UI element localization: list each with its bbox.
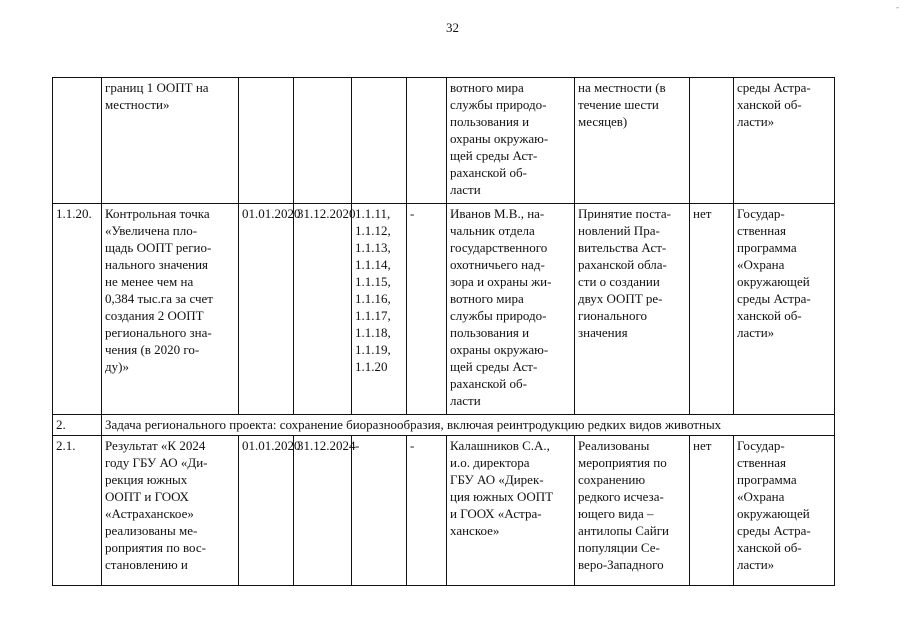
text-line: ГБУ АО «Дирек- (450, 472, 544, 487)
cell-responsible (447, 436, 575, 586)
text-line: среды Астра- (737, 523, 811, 538)
text-line: границ 1 ООПТ на (105, 80, 209, 95)
text-line: службы природо- (450, 97, 547, 112)
text-line: сохранению (578, 472, 646, 487)
cell-flag: нет (690, 436, 734, 586)
text-line: гионального (578, 308, 648, 323)
text-line: ласти» (737, 557, 775, 572)
text-line: значения (578, 325, 628, 340)
table-row-continuation (53, 78, 835, 204)
text-line: раханской об- (450, 165, 527, 180)
text-line: редкого исчеза- (578, 489, 664, 504)
cell-num: 2. (53, 415, 102, 436)
text-line: Принятие поста- (578, 206, 671, 221)
text-line: «Увеличена пло- (105, 223, 198, 238)
text-line: ласти (450, 182, 481, 197)
text-line: нального значения (105, 257, 209, 272)
text-line: государственного (450, 240, 548, 255)
page-number: 32 (446, 20, 459, 35)
text-line: Государ- (737, 438, 785, 453)
text-line: и.о. директора (450, 455, 530, 470)
text-line: охраны окружаю- (450, 342, 549, 357)
cell-dash: - (407, 436, 447, 586)
cell-links (352, 204, 407, 415)
text-line: и ГООХ «Астра- (450, 506, 542, 521)
text-line: охотничьего над- (450, 257, 545, 272)
text-line: программа (737, 472, 797, 487)
cell-name (102, 78, 239, 204)
text-line: щей среды Аст- (450, 148, 538, 163)
text-line: не менее чем на (105, 274, 194, 289)
text-line: двух ООПТ ре- (578, 291, 663, 306)
text-line: ственная (737, 455, 786, 470)
text-line: 1.1.18, (355, 325, 391, 340)
text-line: охраны окружаю- (450, 131, 549, 146)
text-line: службы природо- (450, 308, 547, 323)
text-line: «Охрана (737, 489, 785, 504)
text-line: Иванов М.В., на- (450, 206, 545, 221)
text-line: ющего вида – (578, 506, 654, 521)
cell-result (575, 436, 690, 586)
text-line: среды Астра- (737, 291, 811, 306)
text-line: зора и охраны жи- (450, 274, 552, 289)
text-line: «Охрана (737, 257, 785, 272)
cell-end (294, 78, 352, 204)
text-line: 1.1.20 (355, 359, 388, 374)
cell-num (53, 78, 102, 204)
text-line: «Астраханское» (105, 506, 194, 521)
cell-end-date: 31.12.2024 (294, 436, 352, 586)
cell-name (102, 436, 239, 586)
text-line: сти о создании (578, 274, 660, 289)
text-line: среды Астра- (737, 80, 811, 95)
text-line: окружающей (737, 274, 810, 289)
text-line: ООПТ и ГООХ (105, 489, 189, 504)
cell-num: 1.1.20. (53, 204, 102, 415)
text-line: вительства Аст- (578, 240, 667, 255)
text-line: Государ- (737, 206, 785, 221)
text-line: 1.1.12, (355, 223, 391, 238)
text-line: щей среды Аст- (450, 359, 538, 374)
text-line: ственная (737, 223, 786, 238)
text-line: ханской об- (737, 97, 802, 112)
table-row-task-2 (53, 415, 835, 436)
cell-dash: - (407, 204, 447, 415)
text-line: антилопы Сайги (578, 523, 669, 538)
text-line: новлений Пра- (578, 223, 660, 238)
cell-num: 2.1. (53, 436, 102, 586)
text-line: Реализованы (578, 438, 650, 453)
text-line: местности» (105, 97, 170, 112)
text-line: веро-Западного (578, 557, 664, 572)
text-line: ласти» (737, 114, 775, 129)
text-line: щадь ООПТ регио- (105, 240, 212, 255)
text-line: месяцев) (578, 114, 628, 129)
text-line: рекция южных (105, 472, 188, 487)
text-line: Контрольная точка (105, 206, 210, 221)
text-line: ласти (450, 393, 481, 408)
cell-flag: нет (690, 204, 734, 415)
table-row-1-1-20 (53, 204, 835, 415)
cell-links: - (352, 436, 407, 586)
cell-program (734, 436, 835, 586)
text-line: чения (в 2020 го- (105, 342, 200, 357)
cell-end-date: 31.12.2020 (294, 204, 352, 415)
text-line: раханской обла- (578, 257, 667, 272)
text-line: ция южных ООПТ (450, 489, 554, 504)
text-line: 1.1.11, (355, 206, 391, 221)
cell-result (575, 78, 690, 204)
cell-start-date: 01.01.2020 (239, 436, 294, 586)
text-line: популяции Се- (578, 540, 660, 555)
cell-responsible (447, 204, 575, 415)
cell-responsible (447, 78, 575, 204)
corner-mark: - (896, 2, 899, 12)
text-line: ханской об- (737, 308, 802, 323)
task-2-text: Задача регионального проекта: сохранение биоразнообразия, включая реинтродукцию редких видов животных (102, 415, 835, 436)
text-line: 0,384 тыс.га за счет (105, 291, 213, 306)
text-line: ласти» (737, 325, 775, 340)
text-line: пользования и (450, 114, 530, 129)
text-line: окружающей (737, 506, 810, 521)
text-line: пользования и (450, 325, 530, 340)
text-line: году ГБУ АО «Ди- (105, 455, 208, 470)
text-line: течение шести (578, 97, 659, 112)
text-line: 1.1.19, (355, 342, 391, 357)
cell-name (102, 204, 239, 415)
text-line: вотного мира (450, 291, 524, 306)
text-line: 1.1.13, (355, 240, 391, 255)
text-line: 1.1.15, (355, 274, 391, 289)
text-line: 1.1.16, (355, 291, 391, 306)
text-line: раханской об- (450, 376, 527, 391)
cell-program (734, 204, 835, 415)
cell-program (734, 78, 835, 204)
text-line: создания 2 ООПТ (105, 308, 204, 323)
text-line: регионального зна- (105, 325, 212, 340)
text-line: ханское» (450, 523, 500, 538)
cell-flag (690, 78, 734, 204)
text-line: становлению и (105, 557, 188, 572)
text-line: роприятия по вос- (105, 540, 206, 555)
cell-result (575, 204, 690, 415)
cell-start (239, 78, 294, 204)
text-line: вотного мира (450, 80, 524, 95)
cell-links (352, 78, 407, 204)
text-line: на местности (в (578, 80, 666, 95)
text-line: чальник отдела (450, 223, 535, 238)
cell-start-date: 01.01.2020 (239, 204, 294, 415)
text-line: 1.1.14, (355, 257, 391, 272)
text-line: реализованы ме- (105, 523, 198, 538)
text-line: Калашников С.А., (450, 438, 550, 453)
text-line: мероприятия по (578, 455, 667, 470)
text-line: 1.1.17, (355, 308, 391, 323)
text-line: ханской об- (737, 540, 802, 555)
table-row-2-1 (53, 436, 835, 586)
plan-table (52, 77, 835, 586)
text-line: ду)» (105, 359, 129, 374)
text-line: Результат «К 2024 (105, 438, 206, 453)
cell-dash (407, 78, 447, 204)
text-line: программа (737, 240, 797, 255)
